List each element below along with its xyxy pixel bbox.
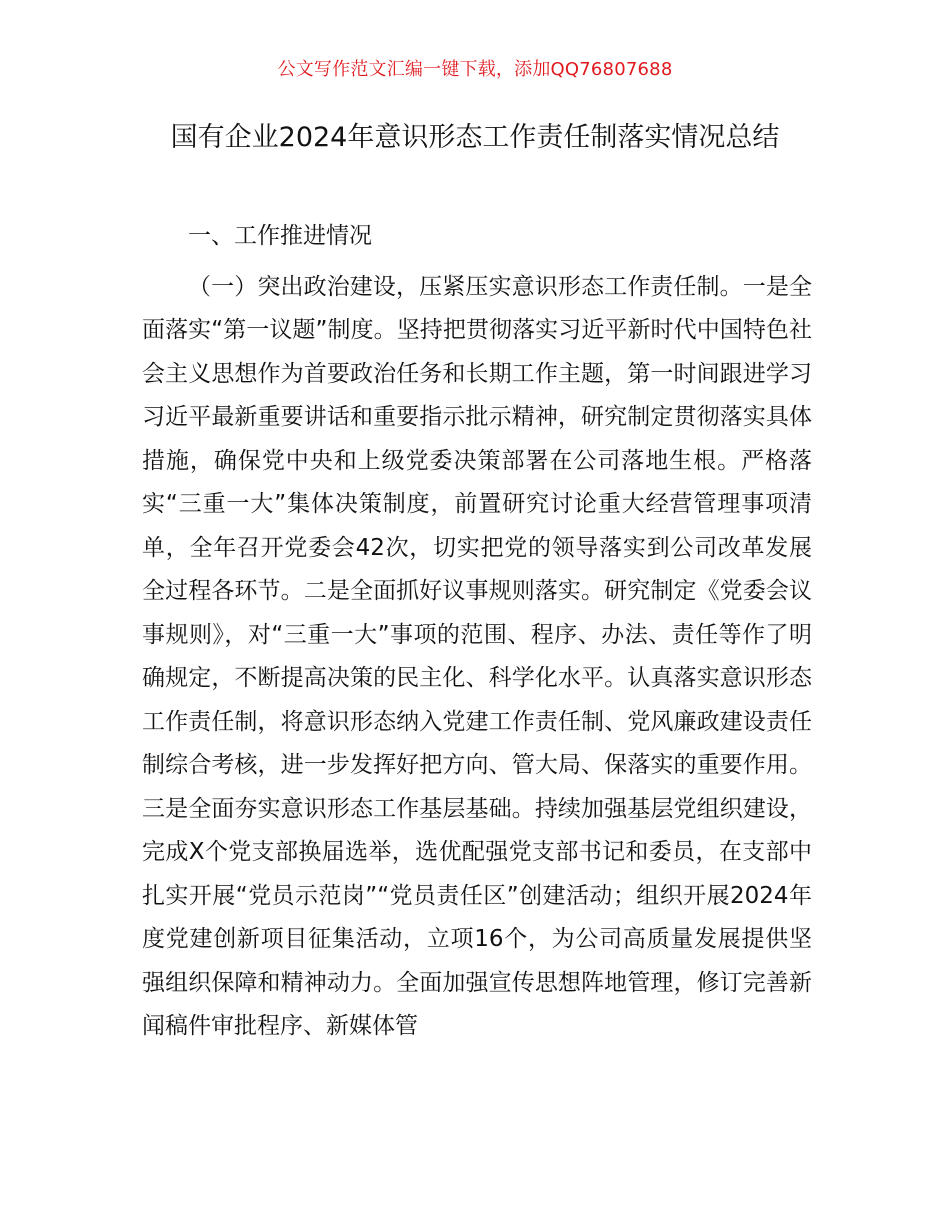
promo-banner: 公文写作范文汇编一键下载，添加QQ76807688	[277, 59, 673, 80]
section-heading: 一、工作推进情况	[188, 223, 372, 249]
document-title: 国有企业2024年意识形态工作责任制落实情况总结	[170, 122, 780, 153]
document-body	[142, 215, 812, 1049]
body-paragraph: （一）突出政治建设，压紧压实意识形态工作责任制。一是全面落实“第一议题”制度。坚持把贯彻落实习近平新时代中国特色社会主义思想作为首要政治任务和长期工作主题，第一时间跟进学习习近平最新重要讲话和重要指示批示精神，研究制定贯彻落实具体措施，确保党中央和上级党委决策部署在公司落地生根。严格落实“三重一大”集体决策制度，前置研究讨论重大经营管理事项清单，全年召开党委会42次，切实把党的领导落实到公司改革发展全过程各环节。二是全面抓好议事规则落实。研究制定《党委会议事规则》，对“三重一大”事项的范围、程序、办法、责任等作了明确规定，不断提高决策的民主化、科学化水平。认真落实意识形态工作责任制，将意识形态纳入党建工作责任制、党风廉政建设责任制综合考核，进一步发挥好把方向、管大局、保落实的重要作用。三是全面夯实意识形态工作基层基础。持续加强基层党组织建设，完成X个党支部换届选举，选优配强党支部书记和委员，在支部中扎实开展“党员示范岗”“党员责任区”创建活动；组织开展2024年度党建创新项目征集活动，立项16个，为公司高质量发展提供坚强组织保障和精神动力。全面加强宣传思想阵地管理，修订完善新闻稿件审批程序、新媒体管	[142, 273, 812, 1039]
